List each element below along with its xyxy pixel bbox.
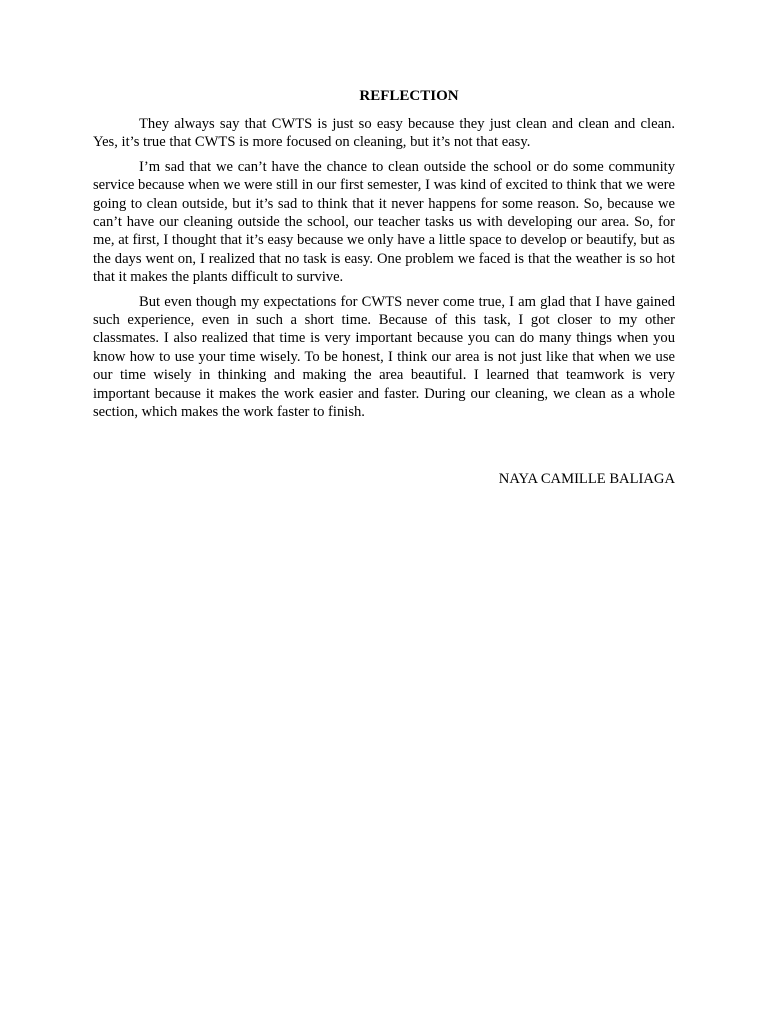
document-body xyxy=(93,115,675,428)
document-title: REFLECTION xyxy=(359,88,459,104)
paragraph-3: But even though my expectations for CWTS never come true, I am glad that I have gained such experience, even in such a short time. Because of this task, I got closer to my other classmates. I also realized that time is very important because you can do many things when you know how to use your time wisely. To be honest, I think our area is not just like that when we use our time wisely in thinking and making the area beautiful. I learned that teamwork is very important because it makes the work easier and faster. During our cleaning, we clean as a whole section, which makes the work faster to finish. xyxy=(93,293,675,421)
author-signature: NAYA CAMILLE BALIAGA xyxy=(498,471,675,487)
paragraph-2: I’m sad that we can’t have the chance to clean outside the school or do some community service because when we were still in our first semester, I was kind of excited to think that we were going to clean outside, but it’s sad to think that it never happens for some reason. So, because we can’t have our cleaning outside the school, our teacher tasks us with developing our area. So, for me, at first, I thought that it’s easy because we only have a little space to develop or beautify, but as the days went on, I realized that no task is easy. One problem we faced is that the weather is so hot that it makes the plants difficult to survive. xyxy=(93,158,675,286)
paragraph-1: They always say that CWTS is just so easy because they just clean and clean and clean. Yes, it’s true that CWTS is more focused on cleaning, but it’s not that easy. xyxy=(93,116,675,151)
